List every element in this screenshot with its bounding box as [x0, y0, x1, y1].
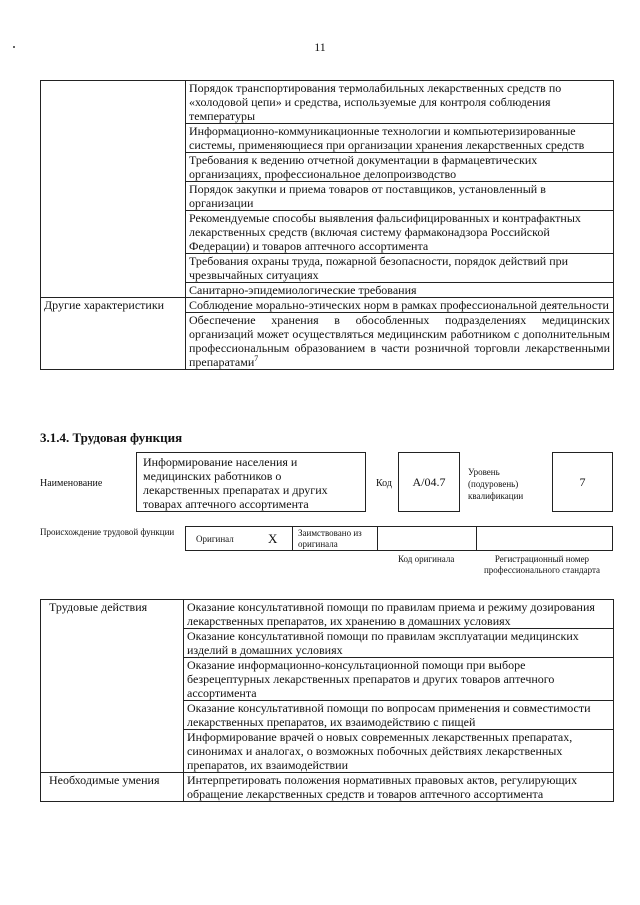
- origin-label: Происхождение трудовой функции: [40, 527, 175, 537]
- table-cell: Оказание информационно-консультационной помощи при выборе безрецептурных лекарственных препаратов и других товаров аптечного ассортимента: [184, 658, 614, 701]
- reg-number-box: [476, 526, 613, 551]
- original-box: [185, 526, 293, 551]
- code-value-box: А/04.7: [398, 452, 460, 512]
- table-cell: Рекомендуемые способы выявления фальсифицированных и контрафактных лекарственных средств (включая систему фармаконадзора Российской Федерации) и товаров аптечного ассортимента: [186, 211, 614, 254]
- code-original-label: Код оригинала: [398, 554, 455, 564]
- level-label: Уровень (подуровень) квалификации: [468, 467, 524, 501]
- borrowed-box: [292, 526, 378, 551]
- table-label-cell: [41, 81, 186, 298]
- name-value-box: Информирование населения и медицинских работников о лекарственных препаратах и других товарах аптечного ассортимента: [136, 452, 366, 512]
- code-original-box: [377, 526, 477, 551]
- table-cell: Интерпретировать положения нормативных правовых актов, регулирующих обращение лекарственных средств и товаров аптечного ассортимента: [184, 773, 614, 802]
- level-value-box: 7: [552, 452, 613, 512]
- table-label-other: Другие характеристики: [41, 298, 186, 370]
- knowledge-table: [40, 80, 614, 370]
- reg-number-label: Регистрационный номер профессионального стандарта: [483, 554, 601, 575]
- table-cell: Требования охраны труда, пожарной безопасности, порядок действий при чрезвычайных ситуациях: [186, 254, 614, 283]
- table-label-skills: Необходимые умения: [41, 773, 184, 802]
- borrowed-label: Заимствовано из оригинала: [298, 528, 362, 549]
- table-cell: Требования к ведению отчетной документации в фармацевтических организациях, профессиональное делопроизводство: [186, 153, 614, 182]
- table-cell: Соблюдение морально-этических норм в рамках профессиональной деятельности: [186, 298, 614, 313]
- table-cell: [186, 313, 614, 370]
- table-cell: Оказание консультативной помощи по правилам эксплуатации медицинских изделий в домашних условиях: [184, 629, 614, 658]
- table-label-actions: Трудовые действия: [41, 600, 184, 773]
- table-cell: Информирование врачей о новых современных лекарственных препаратах, синонимах и аналогах, о возможных побочных действиях лекарственных препаратов, их взаимодействии: [184, 730, 614, 773]
- footnote-mark: 7: [254, 354, 259, 363]
- original-label: Оригинал: [196, 534, 234, 544]
- table-cell: Информационно-коммуникационные технологии и компьютеризированные системы, применяющиеся при организации хранения лекарственных средств: [186, 124, 614, 153]
- page-number: 11: [314, 40, 326, 54]
- table-cell-text: Обеспечение хранения в обособленных подразделениях медицинских организаций может осуществляться медицинским работником с дополнительным профессиональным образованием в части розничной торговли лекарственными препаратами: [189, 313, 610, 369]
- section-heading: 3.1.4. Трудовая функция: [40, 430, 183, 445]
- table-cell: Порядок транспортирования термолабильных лекарственных средств по «холодовой цепи» и средства, используемые для контроля соблюдения температуры: [186, 81, 614, 124]
- table-cell: Оказание консультативной помощи по правилам приема и режиму дозирования лекарственных препаратов, их хранению в домашних условиях: [184, 600, 614, 629]
- name-label: Наименование: [40, 478, 103, 489]
- original-mark: X: [268, 531, 278, 546]
- code-label: Код: [376, 478, 392, 489]
- actions-table: [40, 599, 614, 802]
- table-cell: Санитарно-эпидемиологические требования: [186, 283, 614, 298]
- table-cell: Оказание консультативной помощи по вопросам применения и совместимости лекарственных препаратов, их взаимодействию с пищей: [184, 701, 614, 730]
- table-cell: Порядок закупки и приема товаров от поставщиков, установленный в организации: [186, 182, 614, 211]
